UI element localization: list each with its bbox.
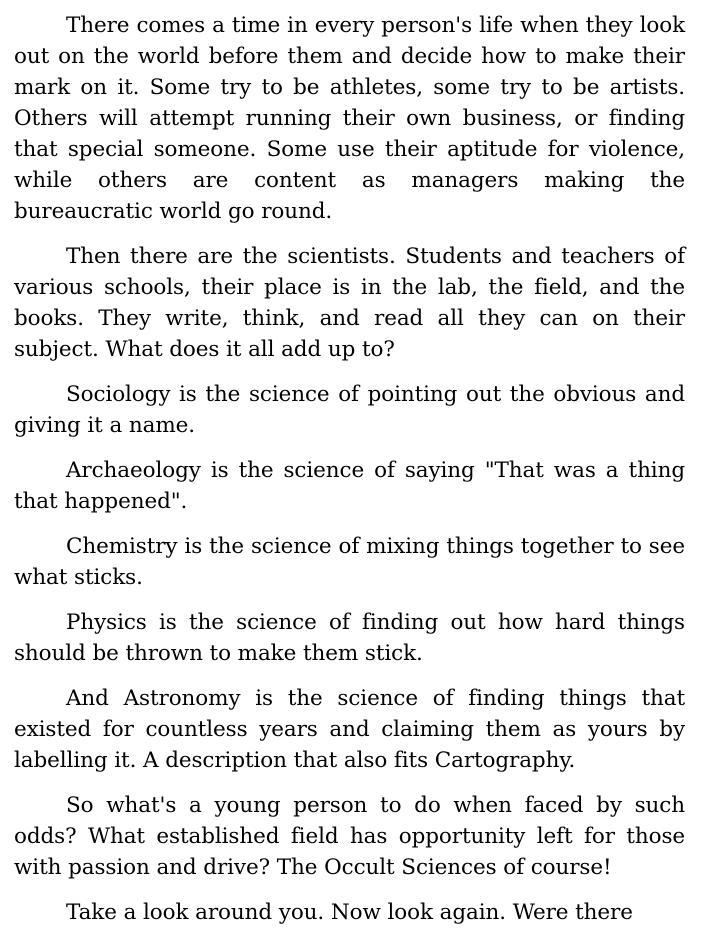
paragraph-6: Physics is the science of finding out how hard things should be thrown to make them stick.	[14, 610, 685, 666]
paragraph-5: Chemistry is the science of mixing things together to see what sticks.	[14, 534, 685, 590]
document-page	[14, 10, 685, 928]
paragraph-4: Archaeology is the science of saying "That was a thing that happened".	[14, 458, 685, 514]
paragraph-9: Take a look around you. Now look again. Were there	[66, 900, 633, 925]
paragraph-8: So what's a young person to do when faced by such odds? What established field has opportunity left for those with passion and drive? The Occult Sciences of course!	[14, 793, 685, 880]
paragraph-1: There comes a time in every person's life when they look out on the world before them and decide how to make their mark on it. Some try to be athletes, some try to be artists. Others will attempt running their own business, or finding that special someone. Some use their aptitude for violence, while others are content as managers making the bureaucratic world go round.	[14, 13, 685, 224]
paragraph-7: And Astronomy is the science of finding things that existed for countless years and claiming them as yours by labelling it. A description that also fits Cartography.	[14, 686, 685, 773]
paragraph-2: Then there are the scientists. Students and teachers of various schools, their place is in the lab, the field, and the books. They write, think, and read all they can on their subject. What does it all add up to?	[14, 244, 685, 362]
paragraph-3: Sociology is the science of pointing out the obvious and giving it a name.	[14, 382, 685, 438]
